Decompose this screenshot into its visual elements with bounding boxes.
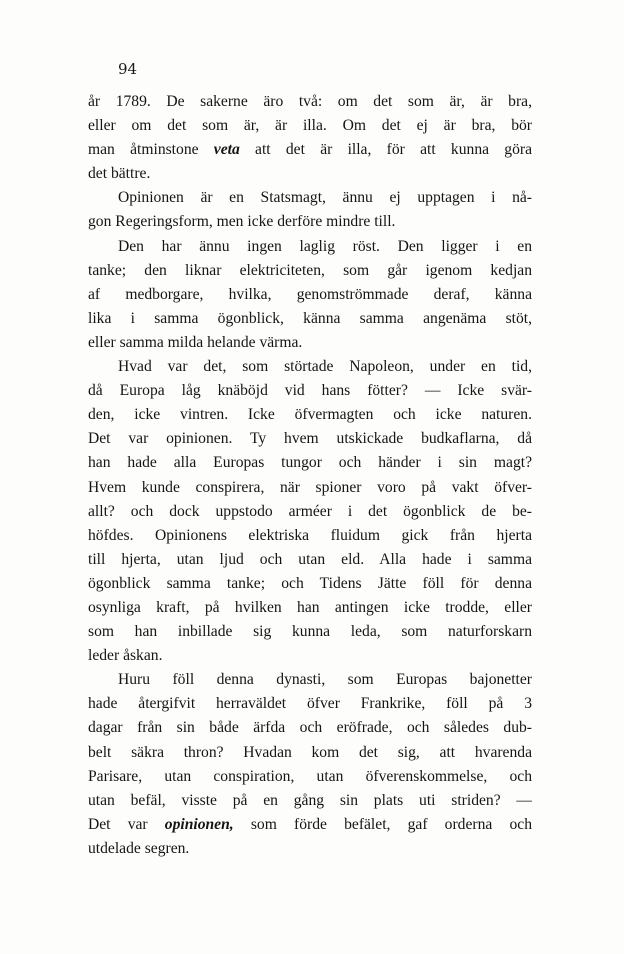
text-segment: då Europa låg knäböjd vid hans fötter? — Icke svär- bbox=[88, 382, 532, 400]
text-segment: eller om det som är, är illa. Om det ej är bra, bör bbox=[88, 117, 532, 135]
text-segment: som han inbillade sig kunna leda, som naturforskarn bbox=[88, 623, 532, 641]
paragraph bbox=[88, 186, 532, 234]
text-line bbox=[88, 355, 532, 379]
text-line bbox=[88, 114, 532, 138]
text-line bbox=[88, 476, 532, 500]
text-segment: till hjerta, utan ljud och utan eld. Alla hade i samma bbox=[88, 550, 532, 568]
text-line bbox=[88, 379, 532, 403]
text-line bbox=[88, 427, 532, 451]
text-line bbox=[88, 620, 532, 644]
text-segment: att det är illa, för att kunna göra bbox=[239, 141, 532, 159]
text-segment: osynliga kraft, på hvilken han antingen icke trodde, eller bbox=[88, 598, 532, 616]
text-segment: lika i samma ögonblick, känna samma angenäma stöt, bbox=[88, 309, 532, 327]
text-line bbox=[88, 692, 532, 716]
text-line bbox=[88, 451, 532, 475]
text-line bbox=[88, 331, 532, 355]
text-segment: gon Regeringsform, men icke derföre mindre till. bbox=[88, 213, 396, 231]
text-line bbox=[88, 789, 532, 813]
text-segment: utdelade segren. bbox=[88, 839, 190, 857]
text-line bbox=[88, 668, 532, 692]
text-segment: Huru föll denna dynasti, som Europas bajonetter bbox=[118, 671, 532, 689]
text-line bbox=[88, 259, 532, 283]
text-segment: Hvad var det, som störtade Napoleon, under en tid, bbox=[118, 358, 532, 376]
text-line bbox=[88, 524, 532, 548]
text-segment: höfdes. Opinionens elektriska fluidum gick från hjerta bbox=[88, 526, 532, 544]
text-line bbox=[88, 90, 532, 114]
text-line bbox=[88, 548, 532, 572]
text-segment: Den har ännu ingen laglig röst. Den ligger i en bbox=[118, 237, 532, 255]
text-line bbox=[88, 500, 532, 524]
text-line bbox=[88, 307, 532, 331]
paragraph bbox=[88, 90, 532, 186]
text-segment: han hade alla Europas tungor och händer i sin magt? bbox=[88, 454, 532, 472]
page-number: 94 bbox=[118, 60, 138, 78]
paragraph bbox=[88, 668, 532, 861]
text-line bbox=[88, 813, 532, 837]
text-segment: ögonblick samma tanke; och Tidens Jätte föll för denna bbox=[88, 574, 532, 592]
text-segment: allt? och dock uppstodo arméer i det ögonblick de be- bbox=[88, 502, 532, 520]
text-segment: eller samma milda helande värma. bbox=[88, 333, 303, 351]
text-segment: tanke; den liknar elektriciteten, som går igenom kedjan bbox=[88, 261, 532, 279]
text-line bbox=[88, 716, 532, 740]
emphasized-text: opinionen, bbox=[164, 815, 234, 833]
text-segment: år 1789. De sakerne äro två: om det som är, är bra, bbox=[88, 93, 532, 110]
text-line bbox=[88, 837, 532, 861]
text-line bbox=[88, 210, 532, 234]
text-line bbox=[88, 644, 532, 668]
paragraph bbox=[88, 235, 532, 355]
text-line bbox=[88, 572, 532, 596]
text-segment: det bättre. bbox=[88, 165, 151, 183]
text-line bbox=[88, 403, 532, 427]
paragraph bbox=[88, 355, 532, 668]
text-line bbox=[88, 162, 532, 186]
emphasized-text: veta bbox=[213, 141, 240, 159]
text-line bbox=[88, 741, 532, 765]
body-text bbox=[88, 90, 532, 861]
text-line bbox=[88, 235, 532, 259]
text-segment: utan befäl, visste på en gång sin plats uti striden? — bbox=[88, 791, 532, 809]
text-segment: som förde befälet, gaf orderna och bbox=[233, 815, 532, 833]
text-segment: hade återgifvit herraväldet öfver Frankrike, föll på 3 bbox=[88, 695, 532, 713]
text-segment: Det var opinionen. Ty hvem utskickade budkaflarna, då bbox=[88, 430, 532, 448]
text-segment: den, icke vintren. Icke öfvermagten och icke naturen. bbox=[88, 406, 532, 424]
text-line bbox=[88, 283, 532, 307]
text-segment: man åtminstone bbox=[88, 141, 214, 159]
text-segment: Det var bbox=[88, 815, 165, 833]
text-segment: Opinionen är en Statsmagt, ännu ej upptagen i nå- bbox=[118, 189, 532, 207]
text-segment: af medborgare, hvilka, genomströmmade deraf, känna bbox=[88, 285, 532, 303]
text-line bbox=[88, 138, 532, 162]
text-segment: Hvem kunde conspirera, när spioner voro på vakt öfver- bbox=[88, 478, 532, 496]
text-segment: belt säkra thron? Hvadan kom det sig, att hvarenda bbox=[88, 743, 532, 761]
text-segment: Parisare, utan conspiration, utan öfverenskommelse, och bbox=[88, 767, 532, 785]
text-line bbox=[88, 596, 532, 620]
text-line bbox=[88, 186, 532, 210]
text-segment: leder åskan. bbox=[88, 647, 163, 665]
text-segment: dagar från sin både ärfda och eröfrade, och således dub- bbox=[88, 719, 532, 737]
text-line bbox=[88, 765, 532, 789]
